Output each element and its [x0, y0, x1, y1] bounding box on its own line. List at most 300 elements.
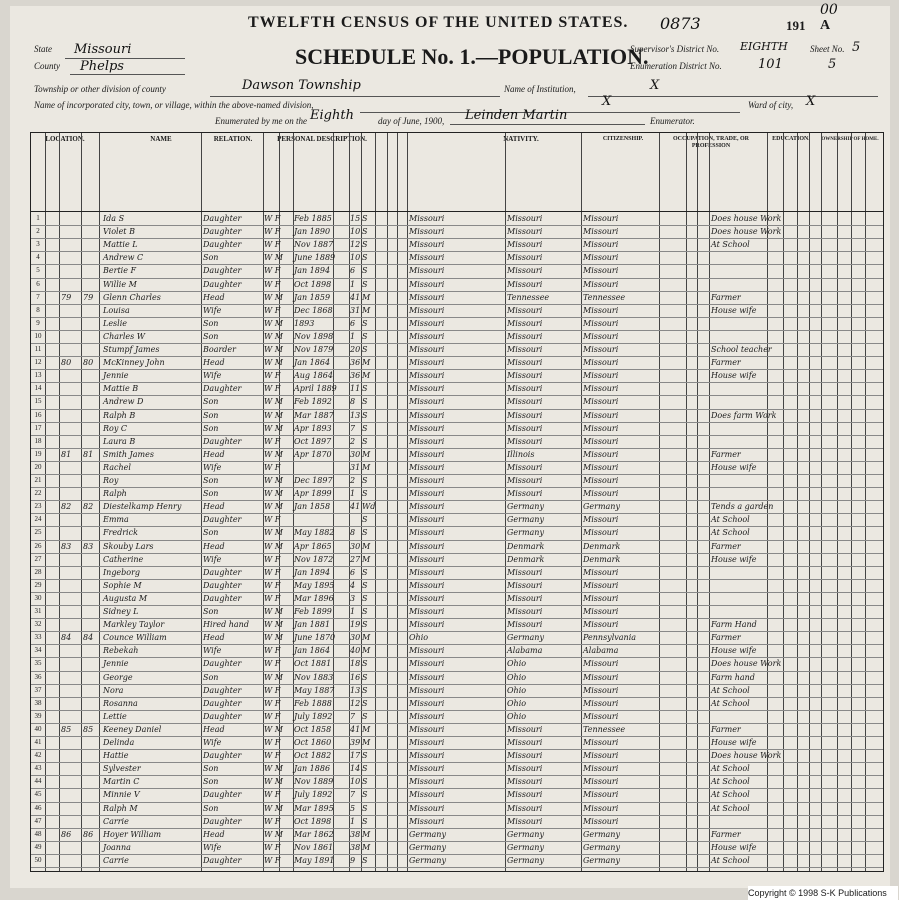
color-sex: W M [264, 724, 283, 734]
age: 10 [350, 777, 361, 787]
grid-column-line [697, 133, 698, 871]
grid-column-line [45, 133, 46, 871]
color-sex: W F [264, 371, 281, 381]
color-sex: W F [264, 567, 281, 577]
birthplace-mother: Missouri [583, 279, 619, 289]
occupation: At School [711, 528, 750, 538]
relation: Head [203, 449, 225, 459]
grid-column-line [505, 133, 506, 871]
relation: Son [203, 777, 219, 787]
family-number: 82 [83, 502, 94, 512]
birthplace-person: Missouri [409, 214, 445, 223]
marital-status: S [362, 659, 368, 669]
birthplace-father: Missouri [507, 580, 543, 590]
birthplace-mother: Missouri [583, 620, 619, 630]
person-name: Rebekah [103, 646, 139, 656]
person-name: Laura B [103, 436, 136, 446]
row-rule [31, 697, 883, 698]
marital-status: S [362, 489, 368, 499]
color-sex: W M [264, 449, 283, 459]
birth-date: May 1895 [294, 580, 335, 590]
age: 30 [350, 633, 361, 643]
row-number: 18 [34, 436, 42, 445]
row-rule [31, 461, 883, 462]
age: 10 [350, 227, 361, 237]
marital-status: M [362, 305, 371, 315]
birth-date: Jan 1894 [294, 266, 331, 276]
color-sex: W F [264, 515, 281, 525]
occupation: House wife [711, 738, 757, 747]
birthplace-person: Missouri [409, 449, 445, 459]
birthplace-father: Germany [507, 528, 544, 538]
relation: Son [203, 672, 219, 682]
birthplace-father: Germany [507, 855, 544, 865]
marital-status: S [362, 855, 368, 865]
birth-date: April 1889 [294, 384, 337, 394]
birth-date: June 1889 [294, 253, 336, 263]
birthplace-mother: Alabama [583, 646, 619, 656]
relation: Wife [203, 305, 222, 315]
dwelling-number: 82 [61, 502, 72, 512]
age: 41 [350, 724, 361, 734]
birth-date: Apr 1893 [294, 423, 332, 433]
birthplace-father: Missouri [507, 384, 543, 394]
birthplace-person: Missouri [409, 790, 445, 800]
person-name: Nora [103, 685, 124, 695]
birth-date: Oct 1858 [294, 724, 332, 734]
birth-date: Aug 1864 [294, 371, 333, 381]
birth-date: Nov 1883 [294, 672, 334, 682]
birth-date: Jan 1859 [294, 292, 331, 302]
occupation: Farmer [711, 829, 741, 839]
township-value: Dawson Township [242, 78, 361, 93]
row-rule [31, 762, 883, 763]
row-number: 13 [34, 371, 42, 380]
person-name: Louisa [103, 305, 130, 315]
age: 2 [350, 476, 356, 485]
relation: Daughter [203, 436, 242, 446]
row-number: 45 [34, 790, 42, 799]
state-label: State [34, 44, 52, 54]
grid-column-line [581, 133, 582, 871]
relation: Daughter [203, 751, 242, 761]
birthplace-father: Missouri [507, 476, 543, 485]
birthplace-person: Missouri [409, 816, 445, 826]
grid-column-line [783, 133, 784, 871]
marital-status: M [362, 829, 371, 839]
birth-date: July 1892 [294, 711, 333, 721]
marital-status: S [362, 607, 368, 616]
occupation: At School [711, 777, 750, 787]
birth-date: Oct 1898 [294, 279, 332, 289]
occupation: At School [711, 790, 750, 800]
birthplace-person: Missouri [409, 489, 445, 499]
person-name: Carrie [103, 816, 129, 826]
row-rule [31, 618, 883, 619]
age: 41 [350, 292, 361, 302]
row-rule [31, 788, 883, 789]
relation: Head [203, 502, 225, 512]
marital-status: S [362, 345, 368, 354]
birthplace-mother: Missouri [583, 371, 619, 381]
birthplace-person: Missouri [409, 318, 445, 328]
family-number: 86 [83, 829, 94, 839]
birthplace-mother: Tennessee [583, 292, 626, 302]
occupation: Farm Hand [711, 620, 757, 630]
person-name: Hattie [103, 751, 129, 761]
birthplace-person: Missouri [409, 502, 445, 512]
occupation: Tends a garden [711, 502, 774, 512]
color-sex: W F [264, 279, 281, 289]
color-sex: W F [264, 384, 281, 394]
person-name: Mattie B [103, 384, 139, 394]
person-name: Sylvester [103, 764, 141, 774]
relation: Head [203, 292, 225, 302]
age: 27 [350, 554, 361, 564]
row-rule [31, 448, 883, 449]
color-sex: W M [264, 620, 283, 630]
age: 5 [350, 803, 356, 813]
birthplace-father: Germany [507, 842, 544, 852]
person-name: Roy C [103, 423, 128, 433]
occupation: At School [711, 685, 750, 695]
relation: Daughter [203, 816, 242, 826]
color-sex: W F [264, 305, 281, 315]
row-rule [31, 684, 883, 685]
birthplace-person: Missouri [409, 567, 445, 577]
birthplace-father: Ohio [507, 672, 527, 682]
birthplace-mother: Missouri [583, 318, 619, 328]
row-number: 11 [34, 345, 42, 353]
person-name: Mattie L [103, 240, 138, 250]
relation: Son [203, 607, 219, 616]
birthplace-person: Missouri [409, 711, 445, 721]
ward-value: X [806, 94, 816, 109]
birthplace-father: Missouri [507, 305, 543, 315]
birthplace-mother: Missouri [583, 764, 619, 774]
row-rule [31, 238, 883, 239]
grid-column-line [659, 133, 660, 871]
relation: Daughter [203, 685, 242, 695]
birth-date: Feb 1888 [294, 698, 332, 708]
person-name: Ralph M [103, 803, 138, 813]
birth-date: Oct 1882 [294, 751, 332, 761]
color-sex: W F [264, 659, 281, 669]
marital-status: S [362, 476, 368, 485]
relation: Daughter [203, 279, 242, 289]
institution-label: Name of Institution, [504, 84, 576, 94]
marital-status: S [362, 567, 368, 577]
marital-status: S [362, 515, 368, 525]
age: 13 [350, 685, 361, 695]
county-value: Phelps [80, 59, 124, 74]
grid-column-line [821, 133, 822, 871]
supervisor-value: EIGHTH [740, 40, 788, 53]
person-name: Martin C [103, 777, 140, 787]
relation: Son [203, 397, 219, 407]
color-sex: W M [264, 541, 283, 551]
age: 40 [350, 646, 361, 656]
row-number: 40 [34, 724, 42, 733]
row-rule [31, 775, 883, 776]
birthplace-mother: Missouri [583, 567, 619, 577]
birthplace-mother: Missouri [583, 266, 619, 276]
person-name: Ingeborg [103, 567, 141, 577]
col-citizenship: CITIZENSHIP. [602, 136, 644, 142]
row-rule [31, 526, 883, 527]
relation: Wife [203, 462, 222, 472]
age: 2 [350, 436, 356, 446]
relation: Daughter [203, 790, 242, 800]
person-name: Violet B [103, 227, 135, 237]
color-sex: W F [264, 790, 281, 800]
row-number: 33 [34, 633, 42, 642]
birthplace-mother: Missouri [583, 489, 619, 499]
age: 16 [350, 672, 361, 682]
birth-date: Oct 1881 [294, 659, 332, 669]
row-number: 31 [34, 607, 42, 615]
birthplace-father: Missouri [507, 266, 543, 276]
color-sex: W F [264, 751, 281, 761]
birthplace-mother: Missouri [583, 580, 619, 590]
birthplace-father: Missouri [507, 462, 543, 472]
row-number: 7 [36, 292, 40, 301]
birthplace-mother: Missouri [583, 698, 619, 708]
state-value: Missouri [74, 42, 132, 57]
occupation: Farmer [711, 633, 741, 643]
person-name: Ralph [103, 489, 127, 499]
marital-status: S [362, 410, 368, 420]
person-name: Charles W [103, 331, 146, 341]
census-grid [30, 132, 884, 872]
person-name: Joanna [103, 842, 131, 852]
row-rule [31, 369, 883, 370]
birthplace-person: Missouri [409, 724, 445, 734]
birth-date: Feb 1885 [294, 214, 332, 223]
person-name: Delinda [103, 738, 135, 747]
row-rule [31, 278, 883, 279]
birthplace-person: Missouri [409, 331, 445, 341]
family-number: 80 [83, 358, 94, 368]
header-rule [31, 211, 883, 212]
color-sex: W F [264, 711, 281, 721]
birthplace-father: Missouri [507, 724, 543, 734]
birthplace-father: Missouri [507, 816, 543, 826]
birthplace-mother: Missouri [583, 790, 619, 800]
relation: Son [203, 528, 219, 538]
marital-status: S [362, 698, 368, 708]
age: 15 [350, 214, 361, 223]
relation: Hired hand [203, 620, 249, 630]
row-rule [31, 671, 883, 672]
relation: Daughter [203, 515, 242, 525]
birth-date: Jan 1894 [294, 567, 331, 577]
birthplace-father: Missouri [507, 331, 543, 341]
birthplace-person: Missouri [409, 738, 445, 747]
marital-status: S [362, 279, 368, 289]
township-label: Township or other division of county [34, 84, 166, 94]
relation: Wife [203, 842, 222, 852]
birthplace-person: Missouri [409, 305, 445, 315]
enumerator-name: Leinden Martin [465, 108, 568, 123]
row-number: 14 [34, 384, 42, 393]
birthplace-person: Missouri [409, 423, 445, 433]
birthplace-person: Missouri [409, 397, 445, 407]
person-name: Markley Taylor [103, 620, 165, 630]
age: 1 [350, 279, 356, 289]
row-number: 41 [34, 738, 42, 746]
birthplace-person: Missouri [409, 751, 445, 761]
color-sex: W M [264, 292, 283, 302]
family-number: 81 [83, 449, 94, 459]
color-sex: W F [264, 855, 281, 865]
age: 31 [350, 305, 361, 315]
color-sex: W F [264, 462, 281, 472]
row-number: 30 [34, 593, 42, 602]
birthplace-mother: Missouri [583, 240, 619, 250]
age: 8 [350, 528, 356, 538]
person-name: Andrew C [103, 253, 144, 263]
birthplace-person: Missouri [409, 227, 445, 237]
occupation: House wife [711, 554, 757, 564]
marital-status: S [362, 528, 368, 538]
relation: Daughter [203, 580, 242, 590]
birth-date: Jan 1858 [294, 502, 331, 512]
row-number: 27 [34, 554, 42, 563]
person-name: Roy [103, 476, 119, 485]
relation: Daughter [203, 384, 242, 394]
birthplace-person: Missouri [409, 266, 445, 276]
occupation: House wife [711, 462, 757, 472]
birthplace-person: Missouri [409, 672, 445, 682]
color-sex: W M [264, 331, 283, 341]
relation: Son [203, 423, 219, 433]
row-rule [31, 487, 883, 488]
birthplace-mother: Missouri [583, 305, 619, 315]
row-rule [31, 644, 883, 645]
birthplace-mother: Missouri [583, 672, 619, 682]
dwelling-number: 85 [61, 724, 72, 734]
birthplace-person: Missouri [409, 476, 445, 485]
birthplace-person: Missouri [409, 659, 445, 669]
birthplace-person: Missouri [409, 593, 445, 603]
row-number: 38 [34, 698, 42, 707]
age: 6 [350, 266, 356, 276]
marital-status: S [362, 685, 368, 695]
birthplace-mother: Germany [583, 842, 620, 852]
color-sex: W M [264, 633, 283, 643]
person-name: Rosanna [103, 698, 138, 708]
age: 6 [350, 567, 356, 577]
row-rule [31, 251, 883, 252]
birthplace-mother: Missouri [583, 751, 619, 761]
color-sex: W M [264, 777, 283, 787]
row-rule [31, 605, 883, 606]
row-rule [31, 382, 883, 383]
row-rule [31, 723, 883, 724]
sheet-label: Sheet No. [810, 44, 845, 54]
birthplace-mother: Missouri [583, 253, 619, 263]
row-rule [31, 264, 883, 265]
relation: Daughter [203, 711, 242, 721]
enumerator-label: Enumerator. [650, 116, 695, 126]
birthplace-father: Missouri [507, 410, 543, 420]
col-name: NAME [150, 135, 172, 143]
birthplace-father: Missouri [507, 371, 543, 381]
birthplace-father: Missouri [507, 423, 543, 433]
relation: Daughter [203, 567, 242, 577]
row-number: 42 [34, 751, 42, 760]
person-name: Stumpf James [103, 345, 160, 354]
age: 38 [350, 829, 361, 839]
row-number: 34 [34, 646, 42, 655]
enumerated-mid: day of June, 1900, [378, 116, 445, 126]
row-rule [31, 409, 883, 410]
birthplace-mother: Missouri [583, 476, 619, 485]
birth-date: Nov 1898 [294, 331, 334, 341]
sheet-value: 5 [852, 40, 861, 55]
birthplace-person: Missouri [409, 685, 445, 695]
row-number: 44 [34, 777, 42, 786]
color-sex: W F [264, 685, 281, 695]
color-sex: W M [264, 502, 283, 512]
person-name: Bertie F [103, 266, 137, 276]
birthplace-father: Missouri [507, 567, 543, 577]
age: 1 [350, 489, 356, 499]
birthplace-person: Missouri [409, 358, 445, 368]
birthplace-mother: Missouri [583, 410, 619, 420]
birthplace-father: Missouri [507, 738, 543, 747]
birthplace-father: Ohio [507, 685, 527, 695]
grid-column-line [837, 133, 838, 871]
birthplace-person: Missouri [409, 240, 445, 250]
occupation: At School [711, 764, 750, 774]
birth-date: Feb 1899 [294, 607, 332, 616]
color-sex: W F [264, 436, 281, 446]
birth-date: Mar 1862 [294, 829, 334, 839]
enumeration-label: Enumeration District No. [630, 61, 722, 71]
ward-label: Ward of city, [748, 100, 794, 110]
relation: Son [203, 253, 219, 263]
row-rule [31, 291, 883, 292]
occupation: At School [711, 698, 750, 708]
birthplace-father: Ohio [507, 659, 527, 669]
birthplace-mother: Pennsylvania [583, 633, 637, 643]
occupation: Does house Work [711, 214, 782, 223]
relation: Daughter [203, 855, 242, 865]
relation: Wife [203, 554, 222, 564]
birthplace-person: Missouri [409, 698, 445, 708]
marital-status: S [362, 777, 368, 787]
birth-date: Oct 1860 [294, 738, 332, 747]
row-number: 39 [34, 711, 42, 720]
enumeration-sheet: 5 [828, 57, 837, 72]
marital-status: S [362, 384, 368, 394]
color-sex: W M [264, 397, 283, 407]
birth-date: Apr 1865 [294, 541, 332, 551]
birthplace-person: Missouri [409, 764, 445, 774]
birth-date: Mar 1895 [294, 803, 334, 813]
person-name: George [103, 672, 133, 682]
birthplace-mother: Missouri [583, 528, 619, 538]
page-stamp: 0873 [660, 14, 701, 33]
supervisor-label: Supervisor's District No. [630, 44, 720, 54]
row-number: 5 [36, 266, 40, 275]
birthplace-father: Missouri [507, 751, 543, 761]
color-sex: W F [264, 646, 281, 656]
birthplace-father: Ohio [507, 698, 527, 708]
row-number: 32 [34, 620, 42, 629]
